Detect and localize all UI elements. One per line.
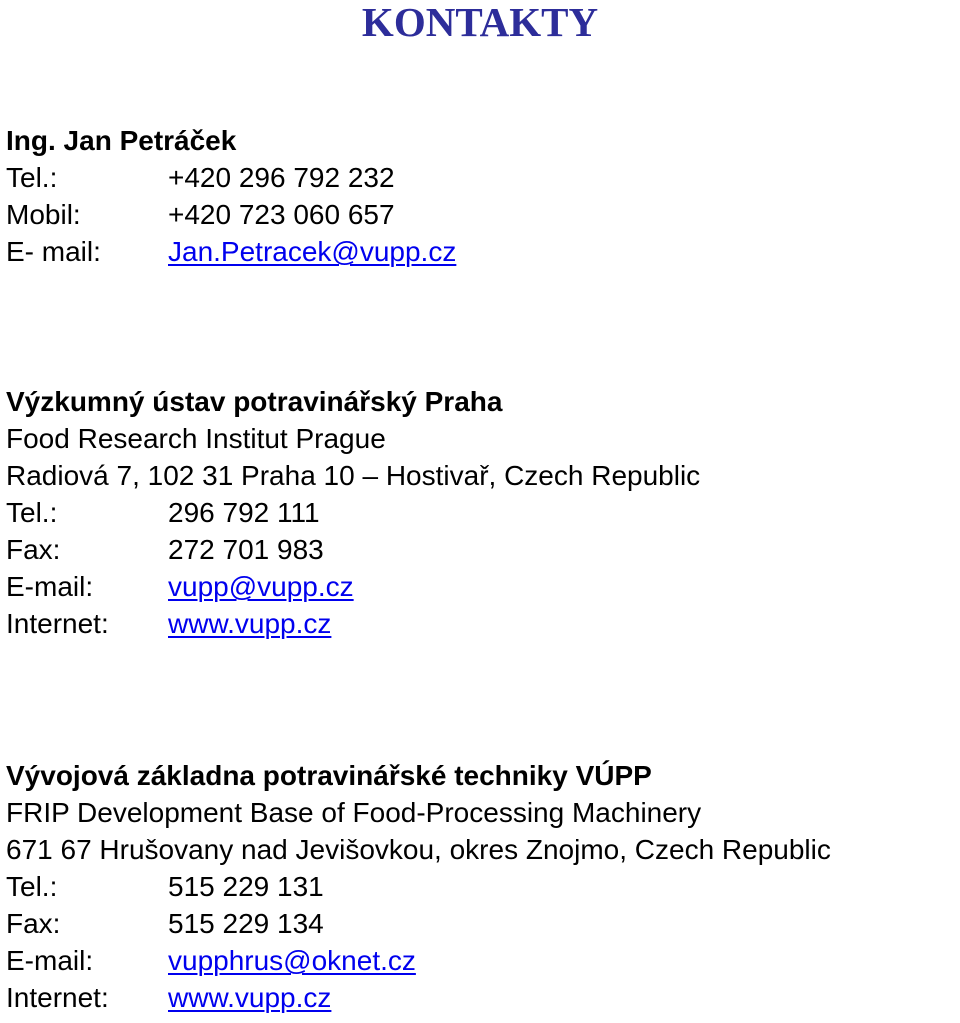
email-label: E-mail: bbox=[6, 945, 94, 976]
email-label: E- mail: bbox=[6, 236, 101, 267]
development-base-email-row bbox=[6, 942, 831, 979]
contact-person-email-row bbox=[6, 233, 456, 270]
development-base-tel-row bbox=[6, 868, 831, 905]
tel-value: 515 229 131 bbox=[168, 871, 324, 902]
tel-label: Tel.: bbox=[6, 871, 58, 902]
email-link[interactable]: Jan.Petracek@vupp.cz bbox=[168, 236, 457, 267]
website-link[interactable]: www.vupp.cz bbox=[168, 608, 332, 639]
internet-label: Internet: bbox=[6, 982, 109, 1013]
institute-tel-row bbox=[6, 494, 700, 531]
tel-label: Tel.: bbox=[6, 497, 58, 528]
email-label: E-mail: bbox=[6, 571, 94, 602]
contact-person-tel-row bbox=[6, 159, 456, 196]
development-base-internet-row bbox=[6, 979, 831, 1016]
institute-internet-row bbox=[6, 605, 700, 642]
mobile-value: +420 723 060 657 bbox=[168, 199, 395, 230]
fax-value: 272 701 983 bbox=[168, 534, 324, 565]
website-link[interactable]: www.vupp.cz bbox=[168, 982, 332, 1013]
institute-fax-row bbox=[6, 531, 700, 568]
development-base-name-en: FRIP Development Base of Food-Processing Machinery bbox=[6, 797, 702, 828]
institute-email-row bbox=[6, 568, 700, 605]
contact-person-mobile-row bbox=[6, 196, 456, 233]
fax-label: Fax: bbox=[6, 534, 61, 565]
institute-address: Radiová 7, 102 31 Praha 10 – Hostivař, Czech Republic bbox=[6, 460, 701, 491]
fax-label: Fax: bbox=[6, 908, 61, 939]
development-base-fax-row bbox=[6, 905, 831, 942]
development-base-address: 671 67 Hrušovany nad Jevišovkou, okres Znojmo, Czech Republic bbox=[6, 834, 831, 865]
internet-label: Internet: bbox=[6, 608, 109, 639]
institute-name: Výzkumný ústav potravinářský Praha bbox=[6, 386, 503, 417]
tel-value: +420 296 792 232 bbox=[168, 162, 395, 193]
tel-label: Tel.: bbox=[6, 162, 58, 193]
contact-person-name: Ing. Jan Petráček bbox=[6, 125, 237, 156]
tel-value: 296 792 111 bbox=[168, 497, 320, 528]
mobile-label: Mobil: bbox=[6, 199, 81, 230]
fax-value: 515 229 134 bbox=[168, 908, 324, 939]
contact-person-block bbox=[6, 122, 456, 270]
institute-name-en: Food Research Institut Prague bbox=[6, 423, 386, 454]
email-link[interactable]: vupphrus@oknet.cz bbox=[168, 945, 416, 976]
development-base-block bbox=[6, 757, 831, 1016]
development-base-name: Vývojová základna potravinářské techniky VÚPP bbox=[6, 760, 652, 791]
email-link[interactable]: vupp@vupp.cz bbox=[168, 571, 354, 602]
institute-block bbox=[6, 383, 700, 642]
page-title: KONTAKTY bbox=[361, 0, 599, 45]
